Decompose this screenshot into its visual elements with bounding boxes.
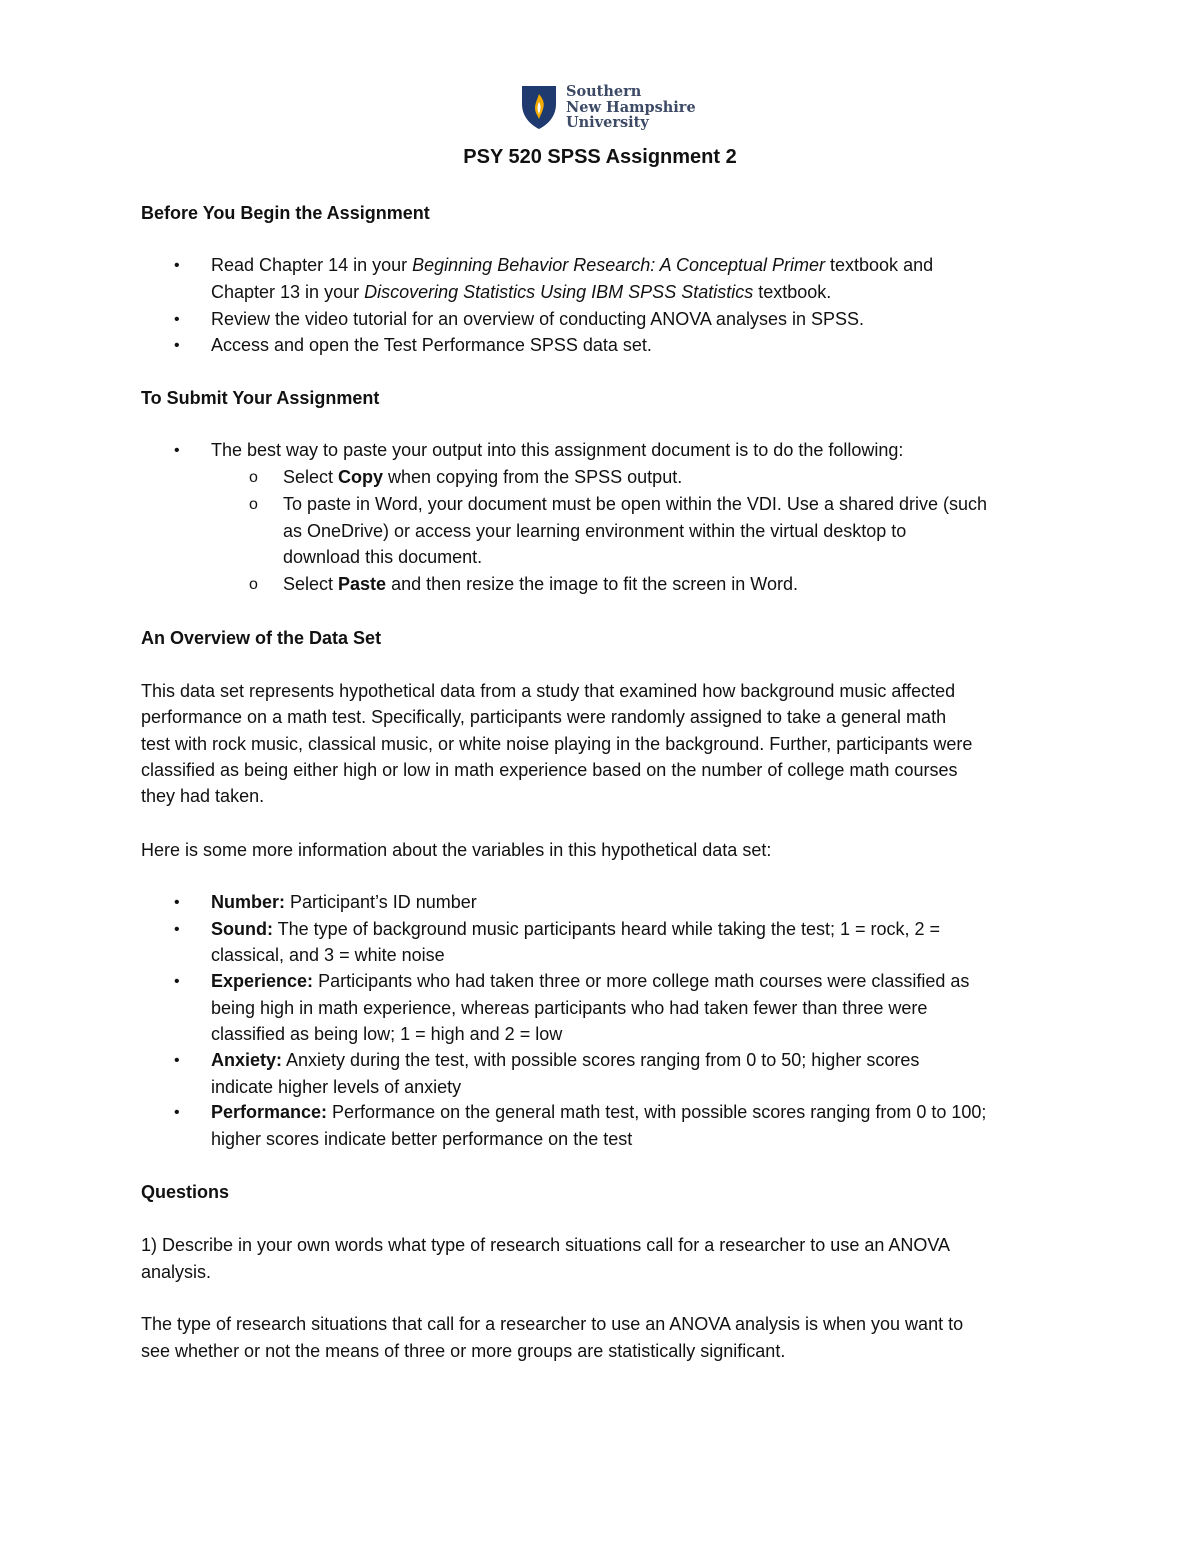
shield-flame-icon: [520, 84, 558, 130]
sub-bullet-icon: o: [249, 469, 258, 486]
submit-sub-2-line-2: as OneDrive) or access your learning environment within the virtual desktop to: [283, 521, 907, 541]
variable-anxiety-line-2: indicate higher levels of anxiety: [211, 1077, 462, 1097]
bullet-icon: •: [174, 257, 180, 274]
bullet-icon: •: [174, 973, 180, 990]
variable-experience-line-2: being high in math experience, whereas participants who had taken fewer than three were: [211, 998, 928, 1018]
variable-desc: Participant’s ID number: [285, 892, 477, 912]
bullet-icon: •: [174, 442, 180, 459]
text: Read Chapter 14 in your: [211, 255, 413, 275]
before-item-1-line-2: [211, 282, 831, 303]
variable-performance-line-2: higher scores indicate better performance on the test: [211, 1129, 633, 1149]
sub-bullet-icon: o: [249, 496, 258, 513]
text: when copying from the SPSS output.: [383, 467, 683, 487]
variable-sound-line-2: classical, and 3 = white noise: [211, 945, 445, 965]
text: Chapter 13 in your: [211, 282, 365, 302]
variable-label: Anxiety:: [211, 1050, 283, 1070]
submit-sub-3: [283, 574, 798, 595]
before-item-1-line-1: [211, 255, 933, 276]
variable-experience-line-1: [211, 971, 969, 992]
logo-line-1: Southern: [566, 83, 642, 100]
logo-line-2: New Hampshire: [566, 98, 696, 116]
university-name: [566, 84, 696, 131]
overview-para-line-5: they had taken.: [141, 786, 265, 806]
bullet-icon: •: [174, 921, 180, 938]
answer-1-line-2: see whether or not the means of three or more groups are statistically significant.: [141, 1341, 786, 1361]
variable-desc: Participants who had taken three or more college math courses were classified as: [313, 971, 970, 991]
variable-anxiety-line-1: [211, 1050, 919, 1071]
variable-desc: Anxiety during the test, with possible scores ranging from 0 to 50; higher scores: [282, 1050, 920, 1070]
variable-desc: The type of background music participants heard while taking the test; 1 = rock, 2 =: [272, 919, 941, 939]
overview-para-line-3: test with rock music, classical music, or white noise playing in the background. Further, participants were: [141, 734, 973, 754]
variable-label: Performance:: [211, 1102, 328, 1122]
bullet-icon: •: [174, 311, 180, 328]
book-title-2: Discovering Statistics Using IBM SPSS Statistics: [364, 282, 754, 302]
variable-desc: Performance on the general math test, with possible scores ranging from 0 to 100;: [327, 1102, 987, 1122]
submit-sub-2-line-1: To paste in Word, your document must be open within the VDI. Use a shared drive (such: [283, 494, 988, 514]
submit-sub-2-line-3: download this document.: [283, 547, 483, 567]
submit-item-1: The best way to paste your output into this assignment document is to do the following:: [211, 440, 904, 460]
variable-label: Experience:: [211, 971, 314, 991]
snhu-logo: [520, 83, 696, 132]
bullet-icon: •: [174, 894, 180, 911]
variable-performance-line-1: [211, 1102, 986, 1123]
bullet-icon: •: [174, 1104, 180, 1121]
sub-bullet-icon: o: [249, 576, 258, 593]
overview-para-line-4: classified as being either high or low in math experience based on the number of college math courses: [141, 760, 958, 780]
variable-experience-line-3: classified as being low; 1 = high and 2 = low: [211, 1024, 563, 1044]
text: Select: [283, 467, 339, 487]
heading-overview: An Overview of the Data Set: [141, 628, 382, 648]
variable-sound-line-1: [211, 919, 940, 940]
overview-variables-intro: Here is some more information about the variables in this hypothetical data set:: [141, 840, 772, 860]
book-title-1: Beginning Behavior Research: A Conceptual Primer: [412, 255, 826, 275]
text: and then resize the image to fit the screen in Word.: [386, 574, 798, 594]
variable-label: Number:: [211, 892, 286, 912]
copy-keyword: Copy: [338, 467, 384, 487]
variable-label: Sound:: [211, 919, 273, 939]
question-1-line-2: analysis.: [141, 1262, 212, 1282]
heading-before-you-begin: Before You Begin the Assignment: [141, 203, 430, 223]
text: textbook.: [753, 282, 832, 302]
heading-questions: Questions: [141, 1182, 230, 1202]
bullet-icon: •: [174, 337, 180, 354]
heading-to-submit: To Submit Your Assignment: [141, 388, 380, 408]
text: textbook and: [825, 255, 934, 275]
variable-number: [211, 892, 477, 913]
submit-sub-1: [283, 467, 682, 488]
answer-1-line-1: The type of research situations that call for a researcher to use an ANOVA analysis is when you want to: [141, 1314, 964, 1334]
before-item-3: Access and open the Test Performance SPSS data set.: [211, 335, 652, 355]
overview-para-line-1: This data set represents hypothetical data from a study that examined how background music affected: [141, 681, 956, 701]
paste-keyword: Paste: [338, 574, 387, 594]
bullet-icon: •: [174, 1052, 180, 1069]
page-title: PSY 520 SPSS Assignment 2: [463, 146, 737, 168]
logo-line-3: University: [566, 114, 649, 131]
before-item-2: Review the video tutorial for an overview of conducting ANOVA analyses in SPSS.: [211, 309, 865, 329]
overview-para-line-2: performance on a math test. Specifically, participants were randomly assigned to take a general math: [141, 707, 947, 727]
question-1-line-1: 1) Describe in your own words what type of research situations call for a researcher to use an ANOVA: [141, 1235, 951, 1255]
text: Select: [283, 574, 339, 594]
